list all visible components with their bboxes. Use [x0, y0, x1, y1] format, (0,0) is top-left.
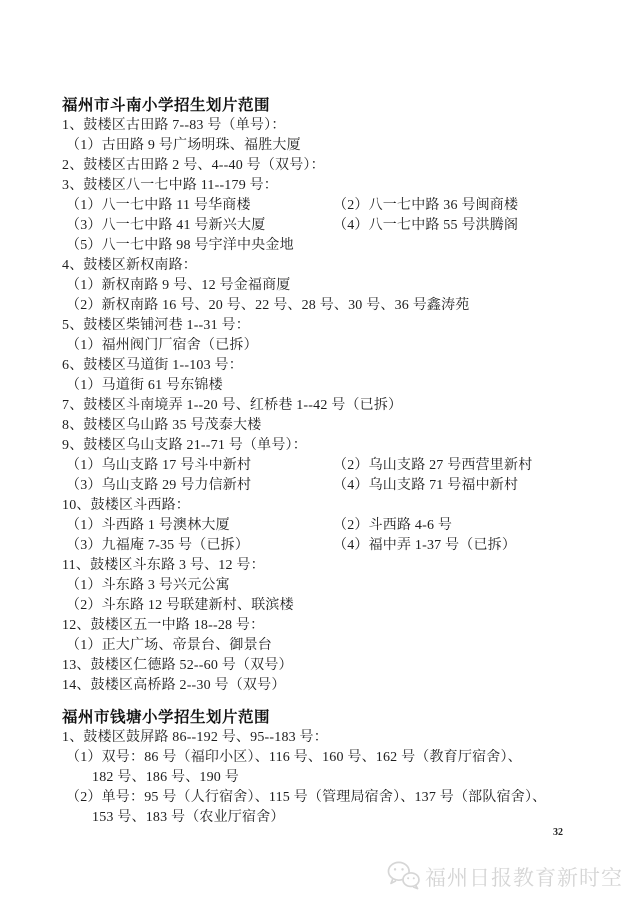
document-line: 8、鼓楼区乌山路 35 号茂泰大楼 — [62, 418, 262, 433]
watermark-text: 福州日报教育新时空 — [425, 867, 623, 890]
line-column-2: （4）八一七中路 55 号洪腾阁 — [333, 218, 519, 233]
document-line: 3、鼓楼区八一七中路 11--179 号： — [62, 178, 279, 193]
line-column-1: （1）八一七中路 11 号华商楼 — [66, 198, 251, 213]
line-column-1: （3）九福庵 7-35 号（已拆） — [66, 538, 250, 553]
document-line: （1）双号：86 号（福印小区）、116 号、160 号、162 号（教育厅宿舍）、 — [66, 750, 522, 765]
document-line: （2）新权南路 16 号、20 号、22 号、28 号、30 号、36 号鑫涛苑 — [66, 298, 470, 313]
document-content — [62, 96, 610, 828]
document-line: 14、鼓楼区高桥路 2--30 号（双号） — [62, 678, 286, 693]
watermark — [386, 860, 623, 898]
line-column-1: （3）乌山支路 29 号力信新村 — [66, 478, 252, 493]
document-line: （1）正大广场、帝景台、御景台 — [66, 638, 272, 653]
document-line: （1）古田路 9 号广场明珠、福胜大厦 — [66, 138, 301, 153]
line-column-1: （1）乌山支路 17 号斗中新村 — [66, 458, 252, 473]
line-column-1: （3）八一七中路 41 号新兴大厦 — [66, 218, 266, 233]
section-qiantang-school — [62, 708, 610, 828]
document-line: 1、鼓楼区鼓屏路 86--192 号、95--183 号： — [62, 730, 328, 745]
document-line: 9、鼓楼区乌山支路 21--71 号（单号）： — [62, 438, 307, 453]
document-line: 10、鼓楼区斗西路： — [62, 498, 190, 513]
document-line: （1）马道街 61 号东锦楼 — [66, 378, 223, 393]
section-lines — [62, 116, 610, 696]
line-column-2: （2）斗西路 4-6 号 — [333, 518, 453, 533]
section-dounan-school — [62, 96, 610, 696]
document-line: 6、鼓楼区马道街 1--103 号： — [62, 358, 243, 373]
document-line — [62, 216, 610, 236]
document-line: （1）福州阀门厂宿舍（已拆） — [66, 338, 258, 353]
document-line: （1）新权南路 9 号、12 号金福商厦 — [66, 278, 291, 293]
section-lines — [62, 728, 610, 828]
document-line: 11、鼓楼区斗东路 3 号、12 号： — [62, 558, 265, 573]
document-line: 7、鼓楼区斗南境弄 1--20 号、红桥巷 1--42 号（已拆） — [62, 398, 403, 413]
section-title: 福州市斗南小学招生划片范围 — [62, 97, 271, 114]
page-number: 32 — [553, 827, 563, 838]
document-line — [62, 516, 610, 536]
document-line: 13、鼓楼区仁德路 52--60 号（双号） — [62, 658, 293, 673]
document-line: 182 号、186 号、190 号 — [92, 770, 239, 785]
document-line: 4、鼓楼区新权南路： — [62, 258, 197, 273]
document-line — [62, 536, 610, 556]
line-column-2: （4）乌山支路 71 号福中新村 — [333, 478, 519, 493]
document-line — [62, 456, 610, 476]
line-column-2: （2）八一七中路 36 号闽商楼 — [333, 198, 519, 213]
document-line: 5、鼓楼区柴铺河巷 1--31 号： — [62, 318, 250, 333]
wechat-icon — [386, 860, 420, 898]
line-column-2: （2）乌山支路 27 号西营里新村 — [333, 458, 533, 473]
document-line: （2）斗东路 12 号联建新村、联滨楼 — [66, 598, 294, 613]
document-line: 153 号、183 号（农业厅宿舍） — [92, 810, 285, 825]
line-column-2: （4）福中弄 1-37 号（已拆） — [333, 538, 517, 553]
section-title: 福州市钱塘小学招生划片范围 — [62, 709, 271, 726]
document-line — [62, 476, 610, 496]
document-line: 12、鼓楼区五一中路 18--28 号： — [62, 618, 265, 633]
line-column-1: （1）斗西路 1 号澳林大厦 — [66, 518, 230, 533]
document-line: （2）单号：95 号（人行宿舍）、115 号（管理局宿舍）、137 号（部队宿舍）、 — [66, 790, 547, 805]
document-line — [62, 196, 610, 216]
document-line: 2、鼓楼区古田路 2 号、4--40 号（双号）： — [62, 158, 325, 173]
document-line: （5）八一七中路 98 号宇洋中央金地 — [66, 238, 294, 253]
document-line: （1）斗东路 3 号兴元公寓 — [66, 578, 230, 593]
document-line: 1、鼓楼区古田路 7--83 号（单号）： — [62, 118, 286, 133]
